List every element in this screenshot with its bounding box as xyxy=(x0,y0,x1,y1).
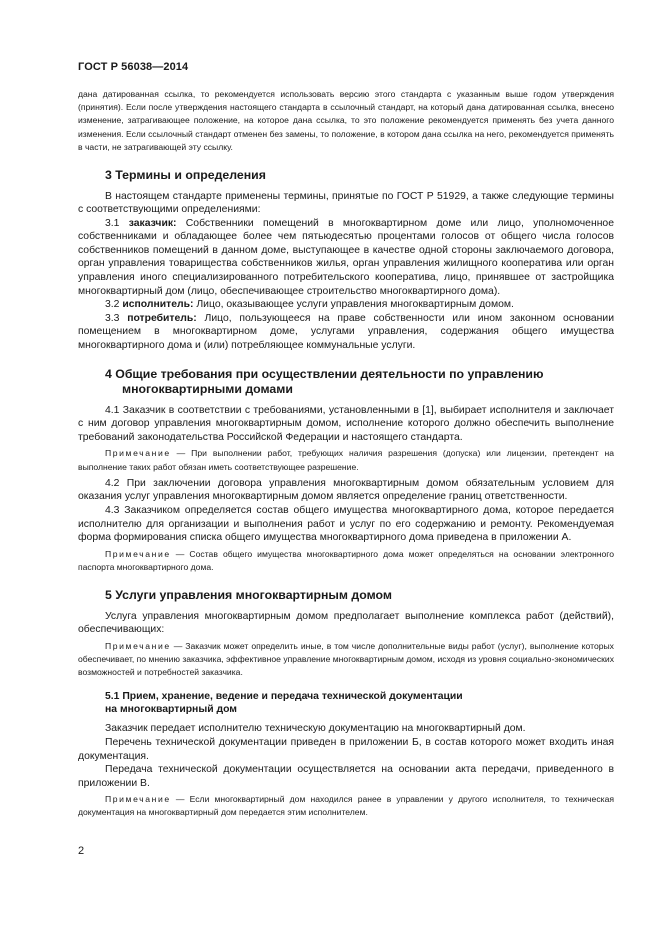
clause-4-1: 4.1 Заказчик в соответствии с требованиями, установленными в [1], выбирает исполнителя и заключает с ним договор управления многоквартирным домом, исполнение которого должно обеспечить выполнение требований законодательства Российской Федерации и настоящего стандарта. xyxy=(78,404,614,443)
clause-4-3: 4.3 Заказчиком определяется состав общего имущества многоквартирного дома, которое передается исполнителю для организации и выполнения работ и услуг по его содержанию и ремонту. Рекомендуемая форма формирования списка общего имущества многоквартирного дома приведена в приложении А. xyxy=(78,505,614,544)
subsection-5-1-p2: Перечень технической документации приведен в приложении Б, в состав которого может входить иная документация. xyxy=(78,736,614,762)
intro-paragraph: дана датированная ссылка, то рекомендуется использовать версию этого стандарта с указанным выше годом утверждения (принятия). Если после утверждения настоящего стандарта в ссылочный стандарт, на который дана датированная ссылка, внесено изменение, затрагивающее положение, на которое дана ссылка, то это положение рекомендуется применять без учета данного изменения. Если ссылочный стандарт отменен без замены, то положение, в котором дана ссылка на него, рекомендуется применять в части, не затрагивающей эту ссылку. xyxy=(78,89,614,152)
note-text: — Если многоквартирный дом находился ранее в управлении у другого исполнителя, то техническая документация на многоквартирный дом передается этим исполнителем. xyxy=(78,794,614,818)
term-definition: Лицо, оказывающее услуги управления многоквартирным домом. xyxy=(196,299,514,311)
note-5-2 xyxy=(78,793,614,819)
section-3-heading: 3 Термины и определения xyxy=(105,168,266,183)
note-label: Примечание xyxy=(105,448,171,459)
note-label: Примечание xyxy=(105,794,171,805)
subsection-5-1-heading-line1: 5.1 Прием, хранение, ведение и передача технической документации xyxy=(105,690,463,702)
section-5-heading: 5 Услуги управления многоквартирным домом xyxy=(105,588,392,603)
note-text: — Состав общего имущества многоквартирного дома может определяться на основании электронного паспорта многоквартирного дома. xyxy=(78,548,614,572)
section-4-heading-line2: многоквартирными домами xyxy=(122,382,293,397)
term-number: 3.2 xyxy=(105,299,120,311)
term-3-1 xyxy=(78,217,614,299)
term-name: заказчик: xyxy=(128,217,177,229)
term-3-3 xyxy=(78,312,614,353)
note-text: — Заказчик может определить иные, в том числе дополнительные виды работ (услуг), выполнение которых обеспечивает, по мнению заказчика, эффективное управление многоквартирным домом, исходя из уровня социально-экономических возможностей и потребностей заказчика. xyxy=(78,640,614,678)
note-4-1 xyxy=(78,447,614,473)
document-body xyxy=(78,88,614,820)
subsection-5-1-heading-line2: на многоквартирный дом xyxy=(105,703,237,715)
term-definition: Собственники помещений в многоквартирном доме или лицо, уполномоченное собственниками и обладающее более чем пятьюдесятью процентами голосов от общего числа голосов собственников помещений в данном доме, выступающее в качестве одной стороны заключаемого договора, орган управления товарищества собственников жилья, орган управления жилищного кооператива или орган управления иного специализированного потребительского кооператива, лицо, принявшее от застройщика многоквартирный дом (лицо, обеспечивающее строительство многоквартирного дома). xyxy=(78,217,614,297)
subsection-5-1-p1: Заказчик передает исполнителю техническую документацию на многоквартирный дом. xyxy=(105,723,526,735)
term-number: 3.1 xyxy=(105,217,120,229)
subsection-5-1-heading xyxy=(78,690,614,717)
page-number: 2 xyxy=(78,845,85,857)
document-header: ГОСТ Р 56038—2014 xyxy=(78,61,189,73)
note-text: — При выполнении работ, требующих наличия разрешения (допуска) или лицензии, претендент на выполнение таких работ обязан иметь соответствующее разрешение. xyxy=(78,448,614,472)
clause-4-2: 4.2 При заключении договора управления многоквартирным домом обязательным условием для оказания услуг управления многоквартирным домом является определение границ ответственности. xyxy=(78,477,614,503)
term-name: исполнитель: xyxy=(122,299,194,311)
note-label: Примечание xyxy=(105,640,171,651)
term-number: 3.3 xyxy=(105,312,120,324)
subsection-5-1-p3: Передача технической документации осуществляется на основании акта передачи, приведенного в приложении В. xyxy=(78,764,614,789)
section-4-heading xyxy=(78,367,614,398)
term-name: потребитель: xyxy=(127,312,197,324)
section-3-intro: В настоящем стандарте применены термины, принятые по ГОСТ Р 51929, а также следующие термины с соответствующими определениями: xyxy=(78,190,614,216)
term-3-2 xyxy=(78,298,614,312)
note-label: Примечание xyxy=(105,548,171,559)
note-4-2 xyxy=(78,548,614,574)
term-definition: Лицо, пользующееся на праве собственности или ином законном основании помещением в многоквартирном доме, услугами управления, содержания общего имущества многоквартирного дома и (или) потребляющее коммунальные услуги. xyxy=(78,312,615,352)
section-5-intro: Услуга управления многоквартирным домом предполагает выполнение комплекса работ (действий), обеспечивающих: xyxy=(78,610,614,636)
note-5-1 xyxy=(78,640,614,680)
section-4-heading-line1: 4 Общие требования при осуществлении деятельности по управлению xyxy=(105,366,544,381)
